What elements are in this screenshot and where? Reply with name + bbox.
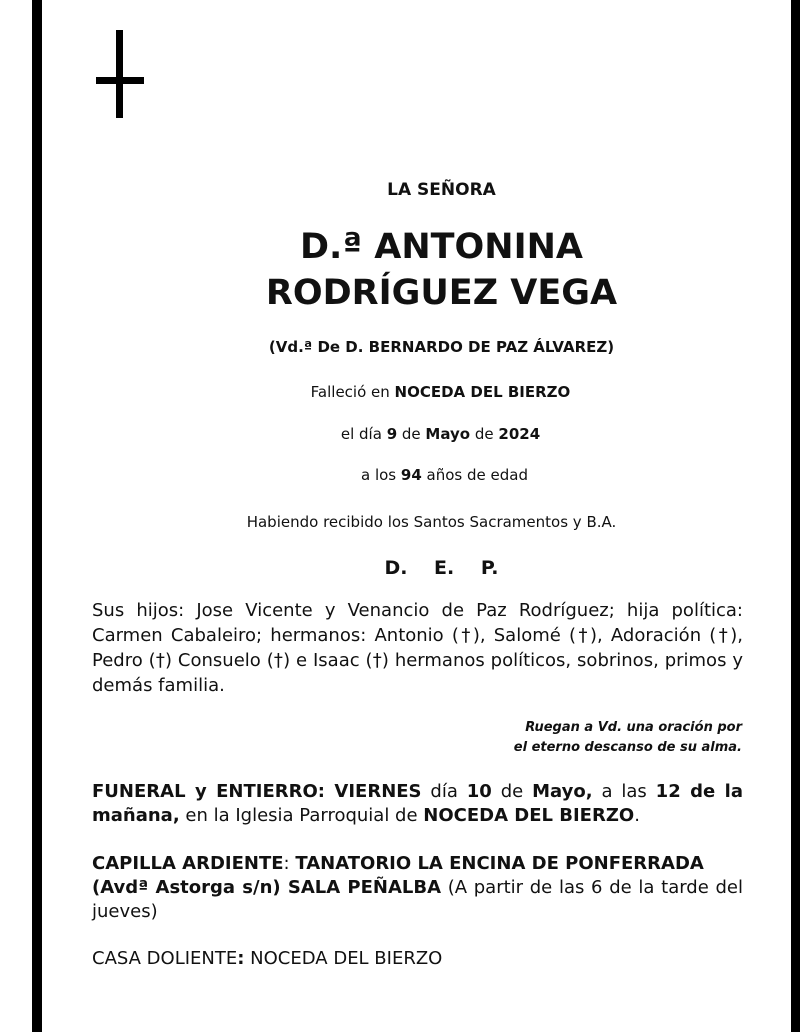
funeral-place: NOCEDA DEL BIERZO xyxy=(423,805,635,826)
funeral-text-5: . xyxy=(634,805,640,826)
sacraments-line: Habiendo recibido los Santos Sacramentos y B.A. xyxy=(246,513,617,531)
age-line xyxy=(42,466,791,484)
funeral-label: FUNERAL y ENTIERRO: VIERNES xyxy=(92,781,422,802)
date-prefix: el día xyxy=(340,425,387,443)
capilla-address: (Avdª Astorga s/n) SALA PEÑALBA xyxy=(92,877,442,898)
death-year: 2024 xyxy=(498,425,541,443)
funeral-text-3: a las xyxy=(592,781,656,802)
funeral-month: Mayo, xyxy=(532,781,593,802)
family-paragraph: Sus hijos: Jose Vicente y Venancio de Paz Rodríguez; hija política: Carmen Cabaleiro; hermanos: Antonio (†), Salomé (†), Adoración (†), Pedro (†) Consuelo (†) e Isaac (†) hermanos políticos, sobrinos, primos y demás familia. xyxy=(92,600,743,696)
widow-of: (Vd.ª De D. BERNARDO DE PAZ ÁLVAREZ) xyxy=(268,338,615,356)
capilla-note: (A partir de las 6 de la tarde del jueves) xyxy=(92,877,744,922)
funeral-time: 12 de la mañana, xyxy=(92,781,743,826)
age-value: 94 xyxy=(400,466,422,484)
funeral-day: 10 xyxy=(466,781,492,802)
name-line-1: D.ª ANTONINA xyxy=(300,227,583,267)
capilla-venue: TANATORIO LA ENCINA DE PONFERRADA xyxy=(295,853,704,874)
age-suffix: años de edad xyxy=(421,466,528,484)
casa-doliente-line xyxy=(92,947,743,971)
funeral-text-2: de xyxy=(491,781,533,802)
age-prefix: a los xyxy=(361,466,401,484)
casa-place: NOCEDA DEL BIERZO xyxy=(244,948,443,969)
death-place-line xyxy=(42,383,791,401)
death-month: Mayo xyxy=(425,425,471,443)
cross-icon xyxy=(96,30,144,118)
rip-line: D. E. P. xyxy=(384,557,499,579)
capilla-label: CAPILLA ARDIENTE xyxy=(92,853,284,874)
deceased-name xyxy=(42,224,791,316)
capilla-colon: : xyxy=(283,853,296,874)
death-place: NOCEDA DEL BIERZO xyxy=(394,383,571,401)
funeral-text-4: en la Iglesia Parroquial de xyxy=(179,805,424,826)
prayer-line-1: Ruegan a Vd. una oración por xyxy=(525,720,742,735)
prayer-line-2: el eterno descanso de su alma. xyxy=(513,740,742,755)
death-day: 9 xyxy=(386,425,398,443)
left-border xyxy=(32,0,42,1032)
died-prefix: Falleció en xyxy=(310,383,395,401)
casa-colon: : xyxy=(237,948,245,969)
date-sep-1: de xyxy=(397,425,426,443)
right-border xyxy=(791,0,800,1032)
date-sep-2: de xyxy=(470,425,499,443)
lead-title: LA SEÑORA xyxy=(387,180,496,200)
capilla-paragraph xyxy=(92,852,743,924)
death-date-line xyxy=(42,425,791,443)
casa-label: CASA DOLIENTE xyxy=(92,948,238,969)
funeral-paragraph xyxy=(92,780,743,828)
funeral-text-1: día xyxy=(421,781,467,802)
name-line-2: RODRÍGUEZ VEGA xyxy=(265,273,618,313)
prayer-request xyxy=(450,718,742,758)
